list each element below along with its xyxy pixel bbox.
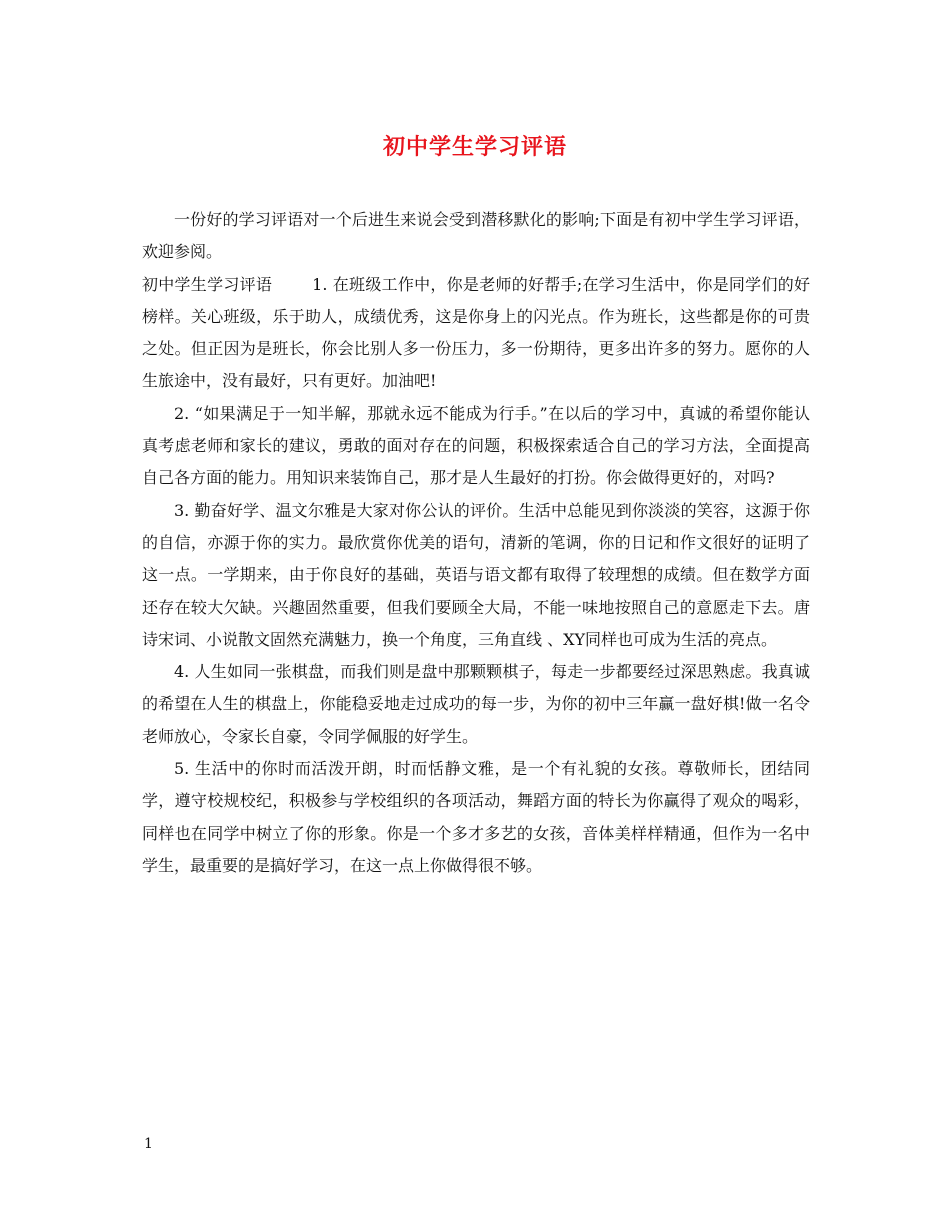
first-item-paragraph: [142, 269, 810, 398]
document-body: [142, 204, 810, 882]
intro-paragraph: 一份好的学习评语对一个后进生来说会受到潜移默化的影响;下面是有初中学生学习评语，欢迎参阅。: [142, 210, 810, 262]
item-5: 5. 生活中的你时而活泼开朗，时而恬静文雅，是一个有礼貌的女孩。尊敬师长，团结同学，遵守校规校纪，积极参与学校组织的各项活动，舞蹈方面的特长为你赢得了观众的喝彩，同样也在同学中树立了你的形象。你是一个多才多艺的女孩，音体美样样精通，但作为一名中学生，最重要的是搞好学习，在这一点上你做得很不够。: [142, 759, 810, 875]
document-title: 初中学生学习评语: [382, 134, 567, 160]
item-3: 3. 勤奋好学、温文尔雅是大家对你公认的评价。生活中总能见到你淡淡的笑容，这源于你的自信，亦源于你的实力。最欣赏你优美的语句，清新的笔调，你的日记和作文很好的证明了这一点。一学期来，由于你良好的基础，英语与语文都有取得了较理想的成绩。但在数学方面还存在较大欠缺。兴趣固然重要，但我们要顾全大局，不能一味地按照自己的意愿走下去。唐诗宋词、小说散文固然充满魅力，换一个角度，三角直线 、XY同样也可成为生活的亮点。: [142, 500, 810, 649]
item-1: 1. 在班级工作中，你是老师的好帮手;在学习生活中，你是同学们的好榜样。关心班级，乐于助人，成绩优秀，这是你身上的闪光点。作为班长，这些都是你的可贵之处。但正因为是班长，你会比别人多一份压力，多一份期待，更多出许多的努力。愿你的人生旅途中，没有最好，只有更好。加油吧!: [142, 274, 810, 391]
item-2: 2. “如果满足于一知半解，那就永远不能成为行手。”在以后的学习中，真诚的希望你能认真考虑老师和家长的建议，勇敢的面对存在的问题，积极探索适合自己的学习方法，全面提高自己各方面的能力。用知识来装饰自己，那才是人生最好的打扮。你会做得更好的，对吗?: [142, 403, 810, 488]
item-4: 4. 人生如同一张棋盘，而我们则是盘中那颗颗棋子，每走一步都要经过深思熟虑。我真诚的希望在人生的棋盘上，你能稳妥地走过成功的每一步，为你的初中三年赢一盘好棋!做一名令老师放心，令家长自豪，令同学佩服的好学生。: [142, 662, 810, 746]
section-heading: 初中学生学习评语: [142, 274, 273, 294]
page-number: 1: [144, 1136, 153, 1152]
